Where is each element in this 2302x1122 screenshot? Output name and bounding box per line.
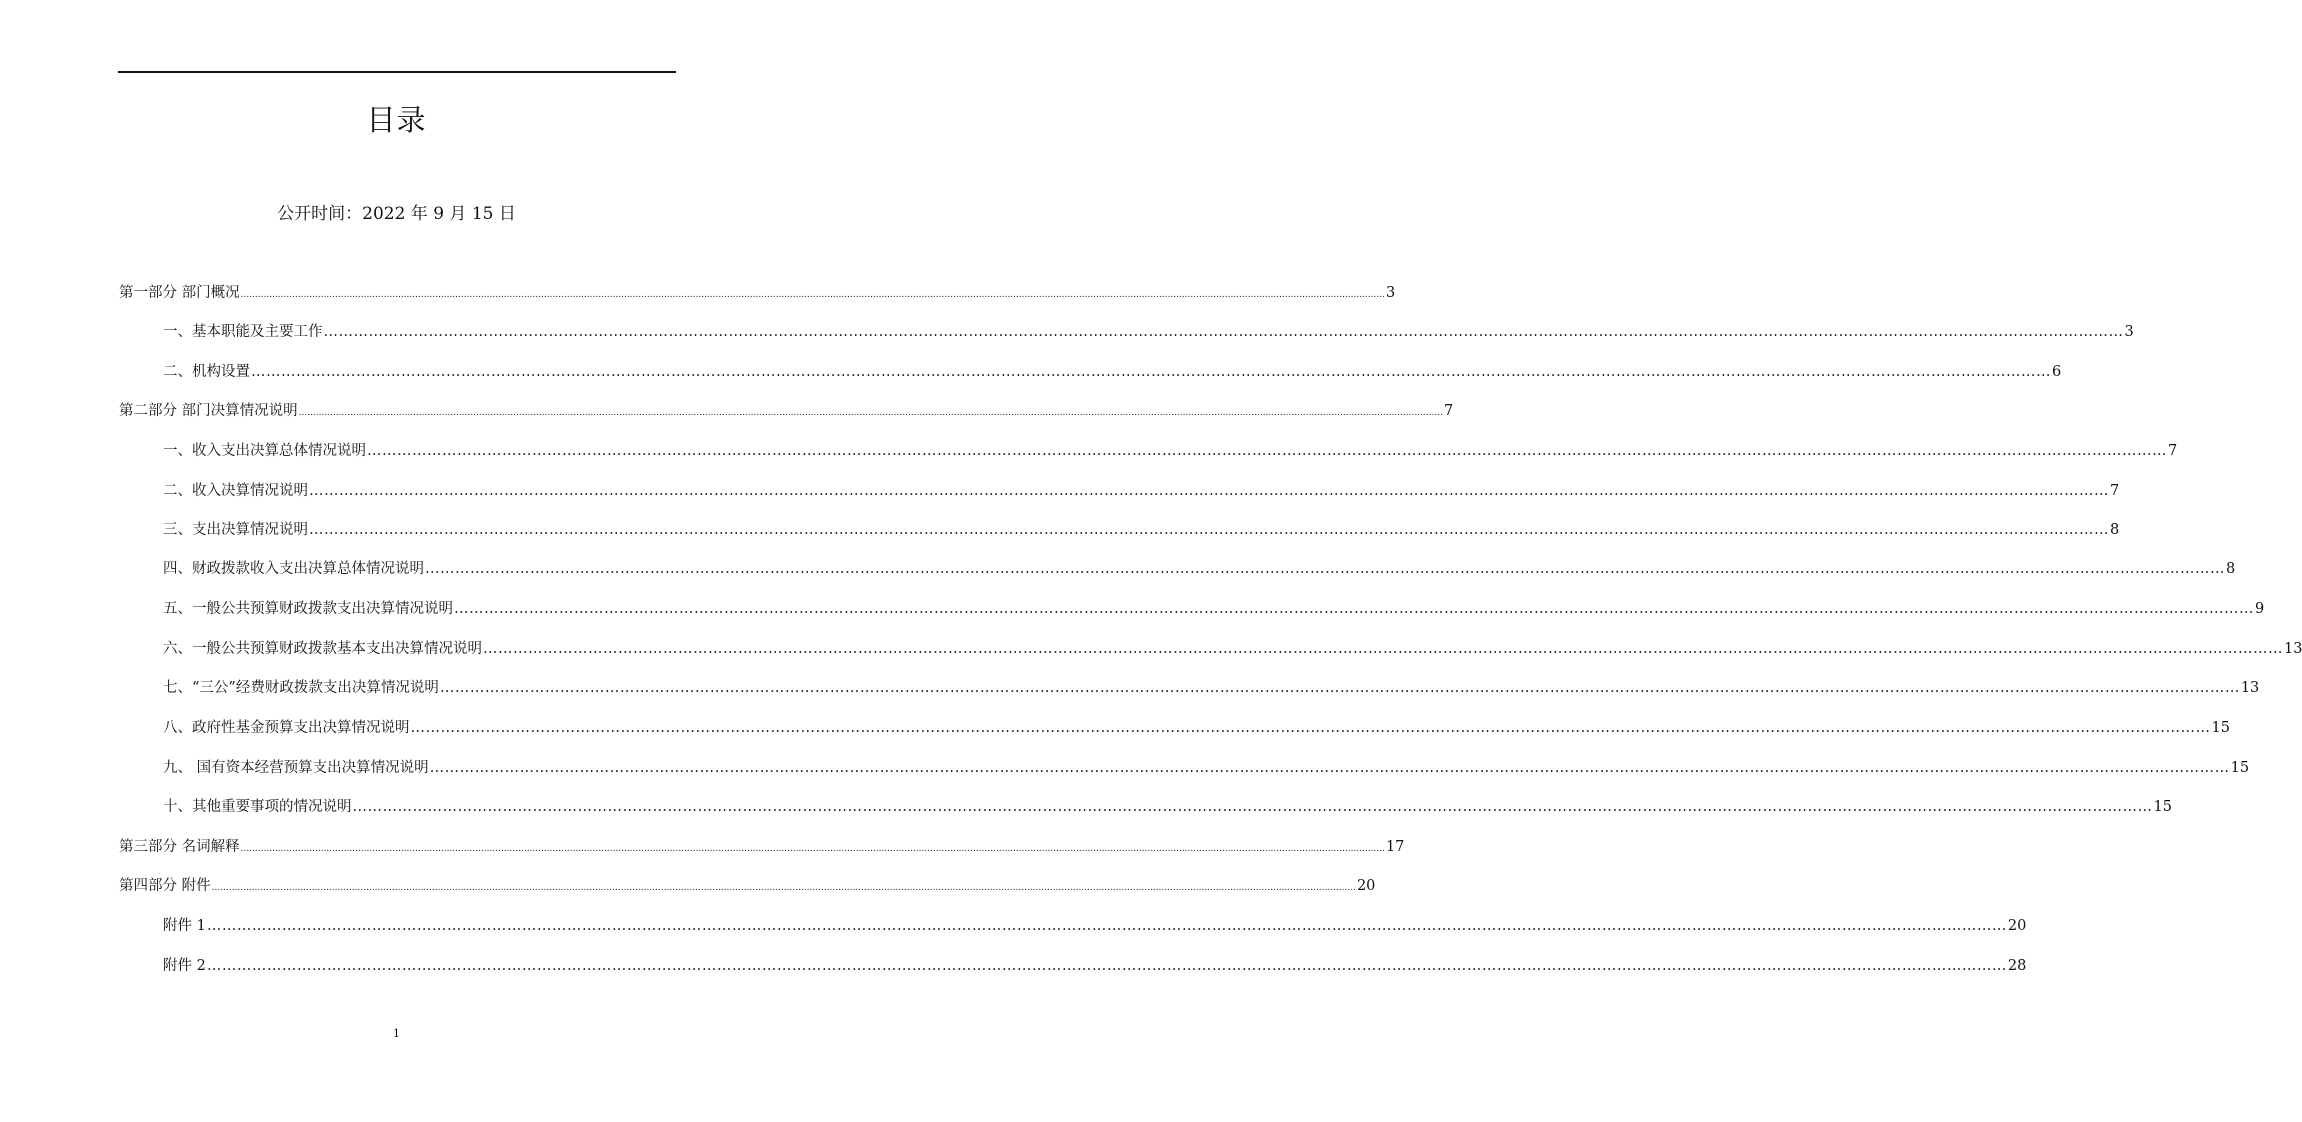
- toc-entry-page: 13: [2240, 680, 2260, 696]
- toc-entry-label: 四、财政拨款收入支出决算总体情况说明: [163, 561, 424, 577]
- toc-entry-page: 3: [2124, 324, 2134, 340]
- toc-leader-dots: ………………………………………………………………………………………………………………………………………………………………………………………………………………………………………………………………………………………………………………………………: [309, 522, 2109, 538]
- toc-entry[interactable]: [163, 597, 2265, 619]
- toc-leader-dots: ………………………………………………………………………………………………………………………………………………………………………………………………………………………………………………………………………………………………………………………………: [251, 364, 2051, 380]
- toc-leader-dots: ………………………………………………………………………………………………………………………………………………………………………………………………………………………………………………………………………………………………………………………………: [410, 720, 2211, 736]
- toc-entry-page: 20: [2007, 918, 2027, 934]
- toc-entry-label: 三、支出决算情况说明: [163, 522, 308, 538]
- toc-leader-dots: ………………………………………………………………………………………………………………………………………………………………………………………………………………………………………………………………………………………………………………………………: [206, 958, 2007, 974]
- toc-entry[interactable]: [163, 479, 2120, 501]
- toc-entry-label: 第四部分 附件: [119, 878, 211, 894]
- toc-entry-label: 附件 1: [163, 918, 206, 934]
- toc-entry-page: 15: [2153, 799, 2172, 815]
- toc-entry[interactable]: [163, 637, 2302, 659]
- toc-entry-page: 15: [2230, 760, 2250, 776]
- toc-entry[interactable]: [163, 360, 2062, 382]
- toc-entry-label: 九、 国有资本经营预算支出决算情况说明: [163, 760, 429, 776]
- toc-entry-page: 8: [2226, 561, 2236, 577]
- toc-entry[interactable]: [163, 716, 2230, 738]
- toc-entry-page: 7: [2168, 443, 2178, 459]
- toc-entry[interactable]: [119, 874, 1376, 896]
- toc-entry-label: 一、基本职能及主要工作: [163, 324, 323, 340]
- toc-entry[interactable]: [119, 835, 1405, 857]
- toc-leader-dots: ………………………………………………………………………………………………………………………………………………………………………………………………………………………………………………………………………………………………………………………………: [206, 918, 2007, 934]
- toc-entry[interactable]: [163, 557, 2236, 579]
- toc-entry-label: 一、收入支出决算总体情况说明: [163, 443, 366, 459]
- toc-entry-label: 七、“三公”经费财政拨款支出决算情况说明: [163, 680, 439, 696]
- toc-leader-dots: ………………………………………………………………………………………………………………………………………………………………………………………………………………………………………………………………………………………………………………………………: [483, 641, 2283, 657]
- toc-leader-dots: ................................................................................................................................................................................................................................................................................................................................................................................................................: [240, 290, 1385, 300]
- toc-entry-page: 3: [1385, 285, 1396, 301]
- toc-leader-dots: ………………………………………………………………………………………………………………………………………………………………………………………………………………………………………………………………………………………………………………………………: [425, 561, 2225, 577]
- toc-entry[interactable]: [119, 399, 1454, 421]
- toc-entry-page: 6: [2052, 364, 2062, 380]
- toc-entry[interactable]: [119, 281, 1396, 303]
- toc-leader-dots: ………………………………………………………………………………………………………………………………………………………………………………………………………………………………………………………………………………………………………………………………: [454, 601, 2254, 617]
- toc-entry[interactable]: [163, 795, 2172, 817]
- toc-entry[interactable]: [163, 320, 2134, 342]
- toc-entry-label: 八、政府性基金预算支出决算情况说明: [163, 720, 410, 736]
- toc-entry-label: 第三部分 名词解释: [119, 839, 240, 855]
- toc-entry-page: 15: [2211, 720, 2230, 736]
- toc-entry-label: 二、收入决算情况说明: [163, 483, 308, 499]
- toc-entry-page: 20: [1356, 878, 1376, 894]
- toc-leader-dots: ................................................................................................................................................................................................................................................................................................................................................................................................................: [211, 883, 1356, 893]
- toc-leader-dots: ………………………………………………………………………………………………………………………………………………………………………………………………………………………………………………………………………………………………………………………………: [367, 443, 2167, 459]
- toc-entry-label: 第二部分 部门决算情况说明: [119, 403, 298, 419]
- toc-entry-page: 13: [2284, 641, 2302, 657]
- toc-leader-dots: ………………………………………………………………………………………………………………………………………………………………………………………………………………………………………………………………………………………………………………………………: [429, 760, 2230, 776]
- toc-entry-label: 六、一般公共预算财政拨款基本支出决算情况说明: [163, 641, 482, 657]
- toc-entry[interactable]: [163, 518, 2120, 540]
- toc-entry-label: 第一部分 部门概况: [119, 285, 240, 301]
- toc-entry-page: 28: [2007, 958, 2027, 974]
- toc-leader-dots: ................................................................................................................................................................................................................................................................................................................................................................................................................: [240, 844, 1385, 854]
- toc-entry-label: 附件 2: [163, 958, 206, 974]
- toc-entry[interactable]: [163, 439, 2178, 461]
- toc-entry[interactable]: [163, 676, 2260, 698]
- toc-entry-page: 7: [1443, 403, 1454, 419]
- toc-leader-dots: ................................................................................................................................................................................................................................................................................................................................................................................................................: [298, 408, 1443, 418]
- toc-leader-dots: ………………………………………………………………………………………………………………………………………………………………………………………………………………………………………………………………………………………………………………………………: [439, 680, 2240, 696]
- toc-leader-dots: ………………………………………………………………………………………………………………………………………………………………………………………………………………………………………………………………………………………………………………………………: [309, 483, 2109, 499]
- toc-leader-dots: ………………………………………………………………………………………………………………………………………………………………………………………………………………………………………………………………………………………………………………………………: [323, 324, 2124, 340]
- page-title: 目录: [366, 103, 427, 137]
- toc-entry-page: 7: [2110, 483, 2120, 499]
- toc-entry[interactable]: [163, 756, 2250, 778]
- toc-entry-page: 9: [2255, 601, 2265, 617]
- toc-entry[interactable]: [163, 914, 2027, 936]
- publish-date: 公开时间：2022 年 9 月 15 日: [277, 204, 516, 224]
- toc-entry[interactable]: [163, 954, 2027, 976]
- toc-leader-dots: ………………………………………………………………………………………………………………………………………………………………………………………………………………………………………………………………………………………………………………………………: [352, 799, 2153, 815]
- toc-entry-label: 十、其他重要事项的情况说明: [163, 799, 352, 815]
- toc-entry-label: 五、一般公共预算财政拨款支出决算情况说明: [163, 601, 453, 617]
- page-number: 1: [393, 1027, 400, 1040]
- toc-entry-page: 8: [2110, 522, 2120, 538]
- toc-entry-label: 二、机构设置: [163, 364, 250, 380]
- toc-entry-page: 17: [1385, 839, 1405, 855]
